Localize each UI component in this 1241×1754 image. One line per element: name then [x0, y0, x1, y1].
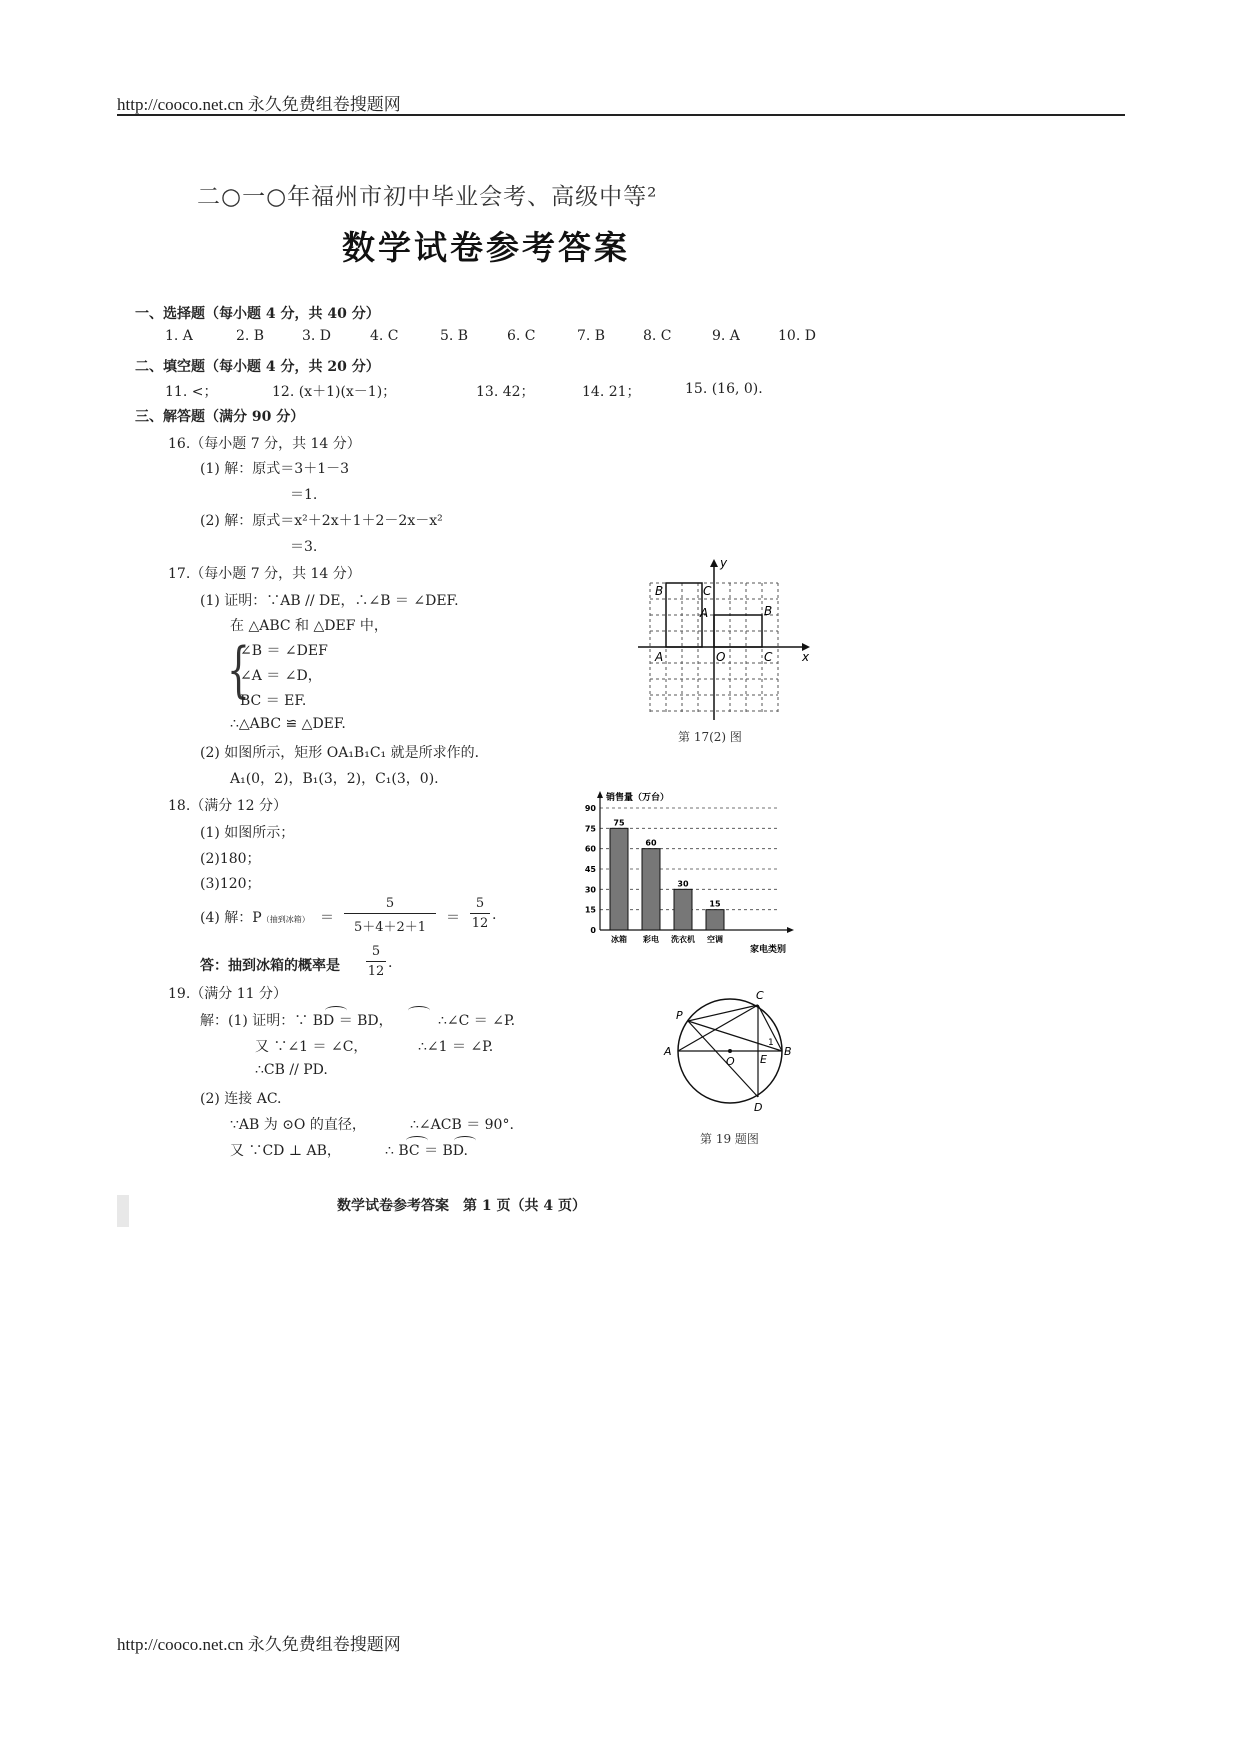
- chart-xlabel: 家电类别: [750, 945, 787, 955]
- q17-line: (2) 如图所示，矩形 OA₁B₁C₁ 就是所求作的．: [200, 745, 489, 761]
- fig19-label: P: [676, 1009, 683, 1022]
- bar-value-label: 75: [613, 818, 625, 828]
- period: .: [492, 907, 497, 923]
- figure-19-circle: [660, 985, 810, 1125]
- fraction-bar: [470, 913, 490, 914]
- section1-heading: 一、选择题（每小题 4 分，共 40 分）: [135, 306, 380, 322]
- x-axis-arrow: [787, 927, 794, 933]
- y-tick-label: 15: [584, 905, 596, 915]
- fig17-label: B: [764, 604, 773, 618]
- q19-line: (2) 连接 AC.: [200, 1091, 282, 1107]
- fraction-denominator: 12: [367, 964, 385, 979]
- arc-mark: [454, 1136, 476, 1145]
- fig19-label: B: [784, 1045, 792, 1058]
- y-tick-label: 60: [584, 844, 596, 854]
- q17-line: A₁(0，2)，B₁(3，2)，C₁(3，0).: [230, 771, 439, 787]
- bar: [706, 910, 724, 930]
- arc-mark: [325, 1006, 347, 1015]
- fraction-denominator: 5＋4＋2＋1: [353, 920, 427, 935]
- fill-answer: 12. (x＋1)(x－1)；: [272, 384, 397, 400]
- fill-answer: 11. <；: [165, 384, 218, 400]
- q16-line: ＝1.: [290, 487, 318, 503]
- choice-answer: 1. A: [165, 328, 193, 344]
- q18-line: (2)180；: [200, 851, 261, 867]
- fig19-label: E: [760, 1053, 767, 1066]
- q18-answer-text: 答：抽到冰箱的概率是: [200, 958, 340, 974]
- choice-answer: 10. D: [778, 328, 816, 344]
- category-label: 洗衣机: [671, 935, 695, 944]
- figure-18-bar-chart: [570, 790, 810, 960]
- choice-answer: 8. C: [643, 328, 672, 344]
- q19-line: ∴∠1 ＝ ∠P.: [418, 1039, 494, 1055]
- fig17-label: y: [720, 556, 728, 570]
- header-rule: [117, 114, 1125, 116]
- fig17-caption: 第 17(2) 图: [678, 730, 742, 744]
- fig17-label: O: [716, 650, 726, 664]
- fraction-bar: [366, 961, 386, 962]
- q16-line: ＝3.: [290, 539, 318, 555]
- arc-mark: [406, 1136, 428, 1145]
- q19-line: ∴∠ACB ＝ 90°.: [410, 1117, 514, 1133]
- y-tick-label: 75: [584, 824, 596, 834]
- choice-answer: 3. D: [302, 328, 332, 344]
- exam-title-line2: 数学试卷参考答案: [342, 228, 630, 267]
- q16-line: (2) 解：原式＝x²＋2x＋1＋2－2x－x²: [200, 513, 443, 529]
- bar: [610, 828, 628, 930]
- page-header: http://cooco.net.cn 永久免费组卷搜题网: [117, 95, 401, 114]
- page-footer: http://cooco.net.cn 永久免费组卷搜题网: [117, 1635, 401, 1654]
- arc-mark: [408, 1006, 430, 1015]
- fill-answer: 13. 42；: [476, 384, 535, 400]
- q17-line: ∴△ABC ≌ △DEF.: [230, 716, 346, 732]
- fig19-label: D: [754, 1101, 763, 1114]
- q17-line: BC ＝ EF.: [240, 693, 307, 709]
- fill-answer: 14. 21；: [582, 384, 641, 400]
- choice-answer: 2. B: [236, 328, 265, 344]
- category-label: 空调: [707, 935, 723, 944]
- q17-heading: 17.（每小题 7 分，共 14 分）: [168, 566, 361, 582]
- q18-eq: ＝: [320, 910, 334, 926]
- choice-answer: 6. C: [507, 328, 536, 344]
- q19-heading: 19.（满分 11 分）: [168, 986, 287, 1002]
- fig17-label: A: [700, 606, 709, 620]
- fig19-caption: 第 19 题图: [700, 1132, 759, 1146]
- q17-line: (1) 证明：∵AB // DE，∴∠B ＝ ∠DEF.: [200, 593, 459, 609]
- fraction-denominator: 12: [471, 916, 489, 931]
- bar-value-label: 60: [645, 838, 657, 848]
- exam-title-line1: 二○一○年福州市初中毕业会考、高级中等²: [197, 184, 658, 210]
- q19-line: 又 ∵∠1 ＝ ∠C，: [255, 1039, 368, 1055]
- y-tick-label: 45: [584, 865, 596, 874]
- choice-answer: 5. B: [440, 328, 469, 344]
- choice-answer: 7. B: [577, 328, 606, 344]
- q16-heading: 16.（每小题 7 分，共 14 分）: [168, 436, 361, 452]
- fig17-label: A: [655, 650, 664, 664]
- y-tick-label: 30: [584, 885, 596, 895]
- system-brace: {: [227, 635, 250, 705]
- choice-answer: 9. A: [712, 328, 740, 344]
- y-tick-label: 90: [584, 804, 596, 813]
- section2-heading: 二、填空题（每小题 4 分，共 20 分）: [135, 359, 380, 375]
- period: .: [388, 955, 393, 971]
- q19-line: 解：(1) 证明：∵ BD ＝ BD，: [200, 1013, 393, 1029]
- fig17-label: B: [655, 584, 664, 598]
- q18-prob-label: (4) 解：P（抽到冰箱）: [200, 910, 310, 926]
- y-axis-arrow: [597, 791, 603, 798]
- figure-17-grid: [630, 555, 820, 725]
- fill-answer: 15. (16, 0).: [685, 381, 763, 397]
- q19-line: ∴ BC ＝ BD.: [385, 1143, 468, 1159]
- q17-line: ∠B ＝ ∠DEF: [240, 643, 328, 659]
- category-label: 彩电: [643, 935, 659, 944]
- bar-value-label: 15: [709, 899, 721, 909]
- q18-line: (3)120；: [200, 876, 261, 892]
- fig19-label: A: [664, 1045, 672, 1058]
- section3-heading: 三、解答题（满分 90 分）: [135, 409, 305, 425]
- fraction-numerator: 5: [385, 896, 395, 911]
- q17-line: ∠A ＝ ∠D，: [240, 668, 322, 684]
- fraction-bar: [344, 913, 436, 914]
- q17-line: 在 △ABC 和 △DEF 中，: [230, 618, 388, 634]
- q18-line: (1) 如图所示；: [200, 825, 295, 841]
- fraction-numerator: 5: [371, 944, 381, 959]
- q19-line: ∵AB 为 ⊙O 的直径，: [230, 1117, 366, 1133]
- q19-line: ∴CB // PD.: [255, 1062, 328, 1078]
- fraction-numerator: 5: [475, 896, 485, 911]
- choice-answer: 4. C: [370, 328, 399, 344]
- bar: [642, 849, 660, 930]
- page-number-footer: 数学试卷参考答案 第 1 页（共 4 页）: [337, 1198, 586, 1214]
- fig19-label: O: [726, 1055, 735, 1068]
- fig19-label: 1: [768, 1038, 774, 1048]
- q18-heading: 18.（满分 12 分）: [168, 798, 287, 814]
- fig17-label: C: [764, 650, 773, 664]
- bar-value-label: 30: [677, 879, 689, 889]
- fig19-label: C: [756, 989, 764, 1002]
- y-tick-label: 0: [590, 926, 596, 935]
- fig17-label: x: [802, 650, 810, 664]
- category-label: 冰箱: [611, 935, 627, 944]
- bar: [674, 889, 692, 930]
- q19-line: 又 ∵CD ⊥ AB，: [230, 1143, 341, 1159]
- q19-line: ∴∠C ＝ ∠P.: [438, 1013, 516, 1029]
- chart-title: 销售量（万台）: [606, 793, 670, 803]
- fig17-label: C: [703, 584, 712, 598]
- q16-line: (1) 解：原式＝3＋1－3: [200, 461, 350, 477]
- scan-smudge: [117, 1195, 129, 1227]
- q18-eq: ＝: [446, 910, 460, 926]
